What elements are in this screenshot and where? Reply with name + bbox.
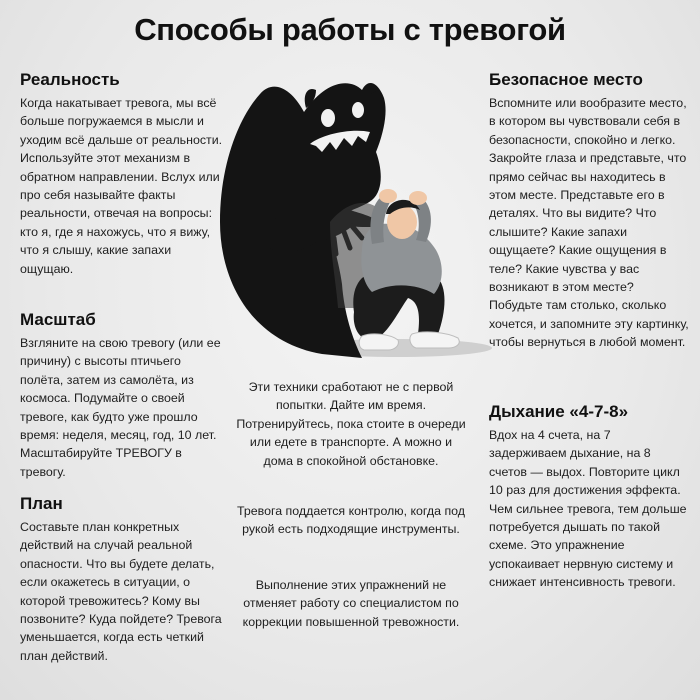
- section-scale-heading: Масштаб: [20, 310, 96, 329]
- section-plan-text: Составьте план конкретных действий на случай реальной опасности. Что вы будете делать, если окажетесь в ситуации, о которой тревожитесь? Кому вы позвоните? Куда пойдете? Тревога уменьшается, когда есть четкий план действий.: [20, 520, 222, 663]
- section-reality-text: Когда накатывает тревога, мы всё больше погружаемся в мысли и уходим всё дальше от реальности. Используйте этот механизм в обратном направлении. Вслух или про себя называйте факты реальности, отвечая на вопросы: кто я, где я нахожусь, что я вижу, что я слышу, какие запахи ощущаю.: [20, 96, 223, 276]
- person-hand-right: [409, 191, 427, 205]
- anxiety-illustration: [212, 72, 502, 372]
- section-scale: [20, 310, 225, 481]
- section-reality: [20, 70, 225, 278]
- center-note-practice: Эти техники сработают не с первой попытки. Дайте им время. Потренируйтесь, пока стоите в очереди или едете в транспорте. А можно и дома в спокойной обстановке.: [236, 380, 466, 468]
- section-plan: [20, 494, 225, 665]
- section-reality-heading: Реальность: [20, 70, 120, 89]
- person-hand-left: [379, 189, 397, 203]
- person-sneaker-left: [410, 332, 459, 348]
- section-plan-heading: План: [20, 494, 63, 513]
- center-note-specialist: Выполнение этих упражнений не отменяет работу со специалистом по коррекции повышенной тревожности.: [242, 578, 460, 629]
- page-title: Способы работы с тревогой: [134, 12, 566, 47]
- section-breathing-text: Вдох на 4 счета, на 7 задерживаем дыхание, на 8 счетов — выдох. Повторите цикл 10 раз для достижения эффекта. Чем сильнее тревога, тем дольше потребуется дышать по такой схеме. Это упражнение успокаивает нервную систему и снижает интенсивность тревоги.: [489, 428, 687, 590]
- person-sneaker-right: [359, 334, 398, 350]
- monster-eye-left: [321, 109, 335, 127]
- section-safe-place-heading: Безопасное место: [489, 70, 643, 89]
- section-breathing-heading: Дыхание «4-7-8»: [489, 402, 629, 421]
- section-safe-place-text: Вспомните или вообразите место, в котором вы чувствовали себя в безопасности, спокойно и легко. Закройте глаза и представьте, что прямо сейчас вы находитесь в этом месте. Представьте его в деталях. Что вы видите? Что слышите? Какие запахи ощущаете? Какие ощущения в теле? Какие чувства у вас возникают в этом месте? Побудьте там столько, сколько хочется, и запомните эту картинку, чтобы вернуться в любой момент.: [489, 96, 689, 350]
- monster-eye-right: [352, 102, 364, 118]
- section-breathing: [489, 402, 689, 592]
- center-note-control: Тревога поддается контролю, когда под рукой есть подходящие инструменты.: [236, 504, 466, 537]
- section-scale-text: Взгляните на свою тревогу (или ее причину) с высоты птичьего полёта, затем из самолёта, из космоса. Подумайте о своей тревоге, как будто уже прошло время: неделя, месяц, год, 10 лет. Масштабируйте ТРЕВОГУ в тревогу.: [20, 336, 221, 479]
- section-safe-place: [489, 70, 689, 352]
